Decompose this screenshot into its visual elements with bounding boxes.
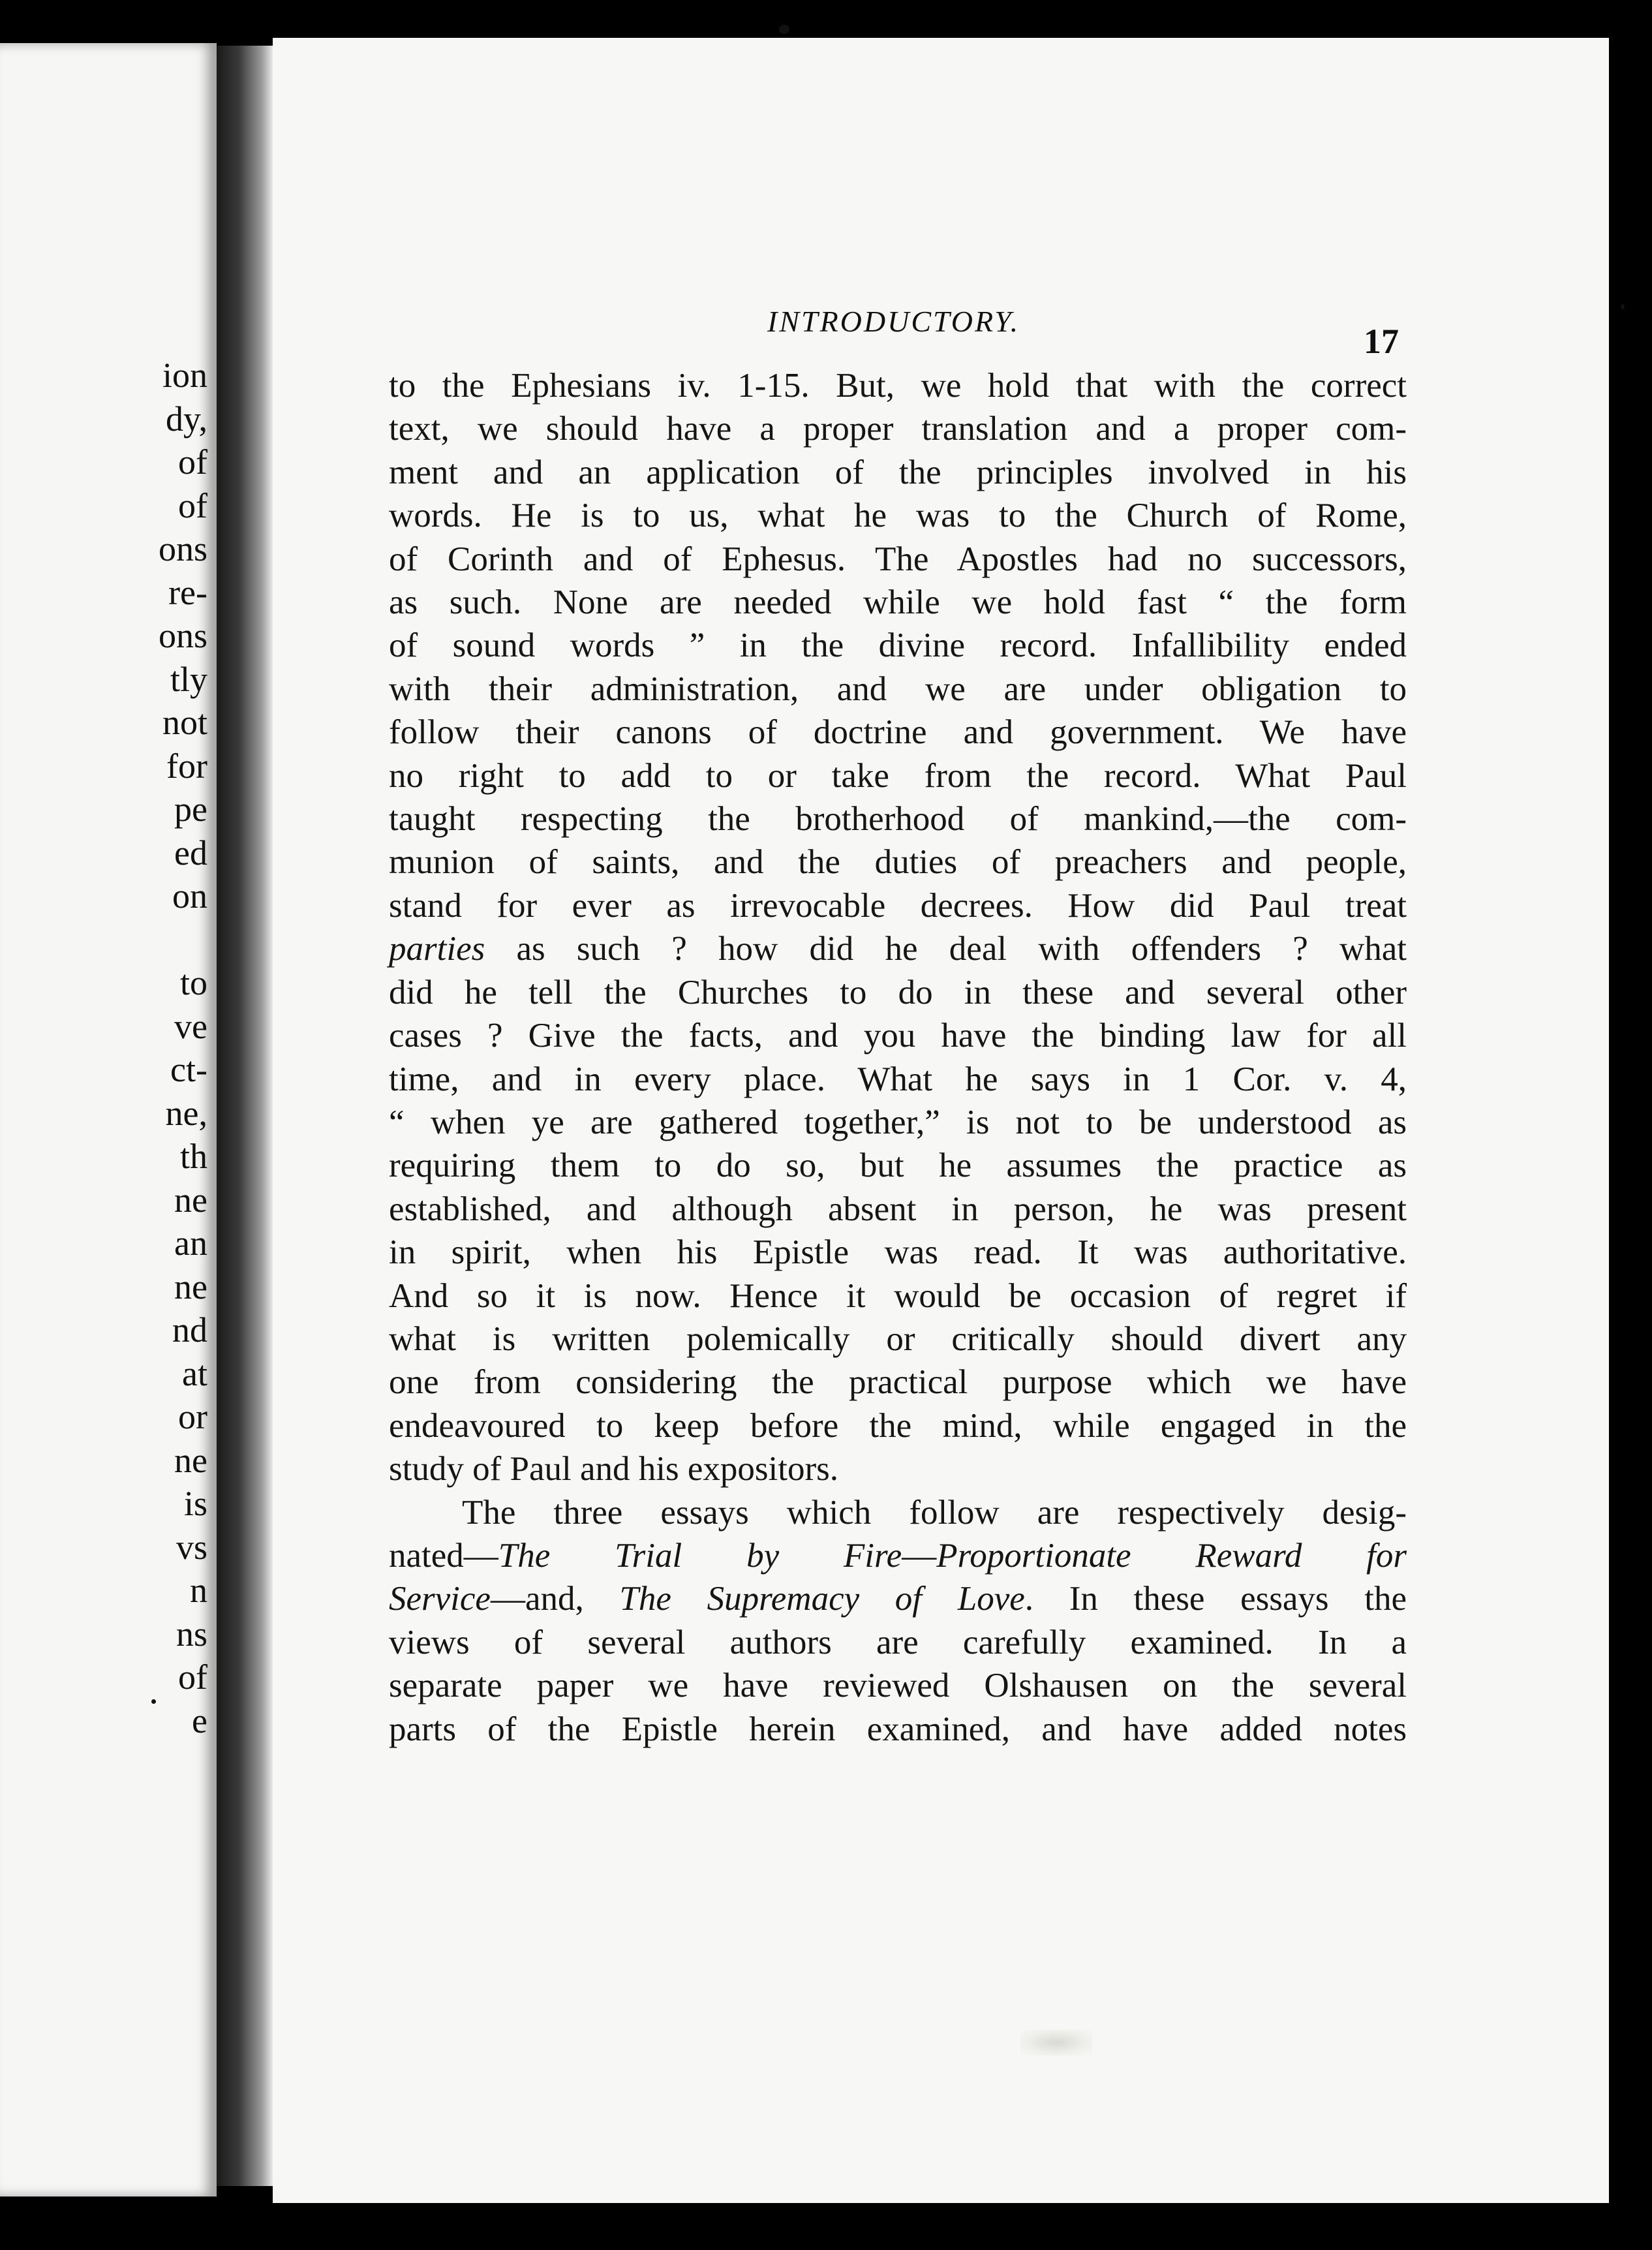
left-margin-fragment: of [178, 442, 207, 482]
left-margin-fragment: ons [158, 529, 207, 568]
book-gutter [217, 46, 273, 2186]
left-margin-fragment: ons [158, 616, 207, 655]
text-line: requiring them to do so, but he assumes the practice as [389, 1147, 1407, 1185]
left-margin-fragment: ne, [165, 1093, 207, 1133]
text-line: one from considering the practical purpose which we have [389, 1363, 1407, 1402]
text-line: parts of the Epistle herein examined, and have added notes [389, 1710, 1407, 1748]
left-margin-fragment: e [192, 1701, 207, 1740]
text-line: views of several authors are carefully examined. In a [389, 1623, 1407, 1661]
text-line: time, and in every place. What he says in 1 Cor. v. 4, [389, 1060, 1407, 1098]
left-margin-fragment: th [179, 1137, 207, 1176]
left-margin-fragment: ve [174, 1006, 207, 1046]
left-margin-fragment: dy, [166, 399, 207, 439]
left-margin-fragment: vs [176, 1527, 207, 1567]
text-line: to the Ephesians iv. 1-15. But, we hold that with the correct [389, 367, 1407, 405]
left-margin-fragment: of [178, 1657, 207, 1697]
text-line: words. He is to us, what he was to the Church of Rome, [389, 497, 1407, 535]
text-line: And so it is now. Hence it would be occasion of regret if [389, 1276, 1407, 1315]
text-line: what is written polemically or critically should divert any [389, 1319, 1407, 1358]
running-head: INTRODUCTORY. [767, 305, 1020, 338]
text-line: established, and although absent in person, he was present [389, 1190, 1407, 1228]
text-line: with their administration, and we are under obligation to [389, 670, 1407, 708]
left-margin-fragment: of [178, 485, 207, 525]
text-line: text, we should have a proper translation and a proper com- [389, 410, 1407, 448]
text-line: munion of saints, and the duties of preachers and people, [389, 843, 1407, 882]
text-line: did he tell the Churches to do in these and several other [389, 973, 1407, 1011]
text-line: separate paper we have reviewed Olshausen on the several [389, 1667, 1407, 1705]
scan-speck [779, 25, 789, 34]
left-margin-fragment: re- [168, 572, 207, 612]
left-margin-fragment: on [172, 876, 207, 916]
text-line: “ when ye are gathered together,” is not to be understood as [389, 1103, 1407, 1141]
scan-speck [1621, 304, 1625, 309]
text-line: study of Paul and his expositors. [389, 1450, 838, 1488]
left-margin-fragment: ed [174, 833, 207, 872]
left-margin-fragment: tly [170, 659, 207, 699]
paper-blot [1020, 2029, 1092, 2056]
text-line: no right to add to or take from the record. What Paul [389, 756, 1407, 795]
text-line: stand for ever as irrevocable decrees. How did Paul treat [389, 886, 1407, 925]
text-line: ment and an application of the principles involved in his [389, 453, 1407, 491]
text-line: as such. None are needed while we hold fast “ the form [389, 583, 1407, 622]
left-margin-fragment: ne [174, 1440, 207, 1480]
left-margin-fragment [12, 918, 207, 962]
text-line: parties as such ? how did he deal with offenders ? what [389, 930, 1407, 968]
text-line: of sound words ” in the divine record. Infallibility ended [389, 626, 1407, 665]
text-line: The three essays which follow are respectively desig- [462, 1493, 1407, 1532]
left-margin-fragment: ne [174, 1180, 207, 1220]
text-line: endeavoured to keep before the mind, while engaged in the [389, 1406, 1407, 1445]
text-line: follow their canons of doctrine and government. We have [389, 713, 1407, 752]
left-margin-fragment: ion [162, 356, 207, 395]
left-margin-fragment: n [190, 1571, 207, 1610]
right-page [273, 38, 1609, 2203]
text-line: Service—and, The Supremacy of Love. In these essays the [389, 1580, 1407, 1618]
text-line: taught respecting the brotherhood of mankind,—the com- [389, 800, 1407, 839]
left-facing-page [0, 43, 217, 2196]
text-line: in spirit, when his Epistle was read. It was authoritative. [389, 1233, 1407, 1272]
body-text [389, 364, 1407, 1751]
left-margin-fragment: nd [172, 1310, 207, 1349]
left-margin-fragment: ct- [170, 1050, 207, 1089]
left-margin-fragment: or [178, 1397, 207, 1436]
left-margin-fragment: at [182, 1353, 207, 1393]
left-margin-fragment: ne [174, 1267, 207, 1306]
page-number: 17 [1364, 322, 1399, 361]
left-margin-fragment: for [166, 746, 207, 786]
left-margin-fragment: is [183, 1484, 207, 1523]
left-page-margin-text [12, 354, 207, 1742]
text-line: cases ? Give the facts, and you have the binding law for all [389, 1017, 1407, 1055]
scan-speck [151, 1699, 156, 1704]
text-line: of Corinth and of Ephesus. The Apostles had no successors, [389, 540, 1407, 578]
left-margin-fragment: not [162, 703, 207, 742]
left-margin-fragment: ns [176, 1614, 207, 1654]
left-margin-fragment: an [174, 1224, 207, 1263]
left-margin-fragment: to [179, 963, 207, 1002]
left-margin-fragment: pe [174, 790, 207, 829]
text-line: nated—The Trial by Fire—Proportionate Reward for [389, 1536, 1407, 1575]
